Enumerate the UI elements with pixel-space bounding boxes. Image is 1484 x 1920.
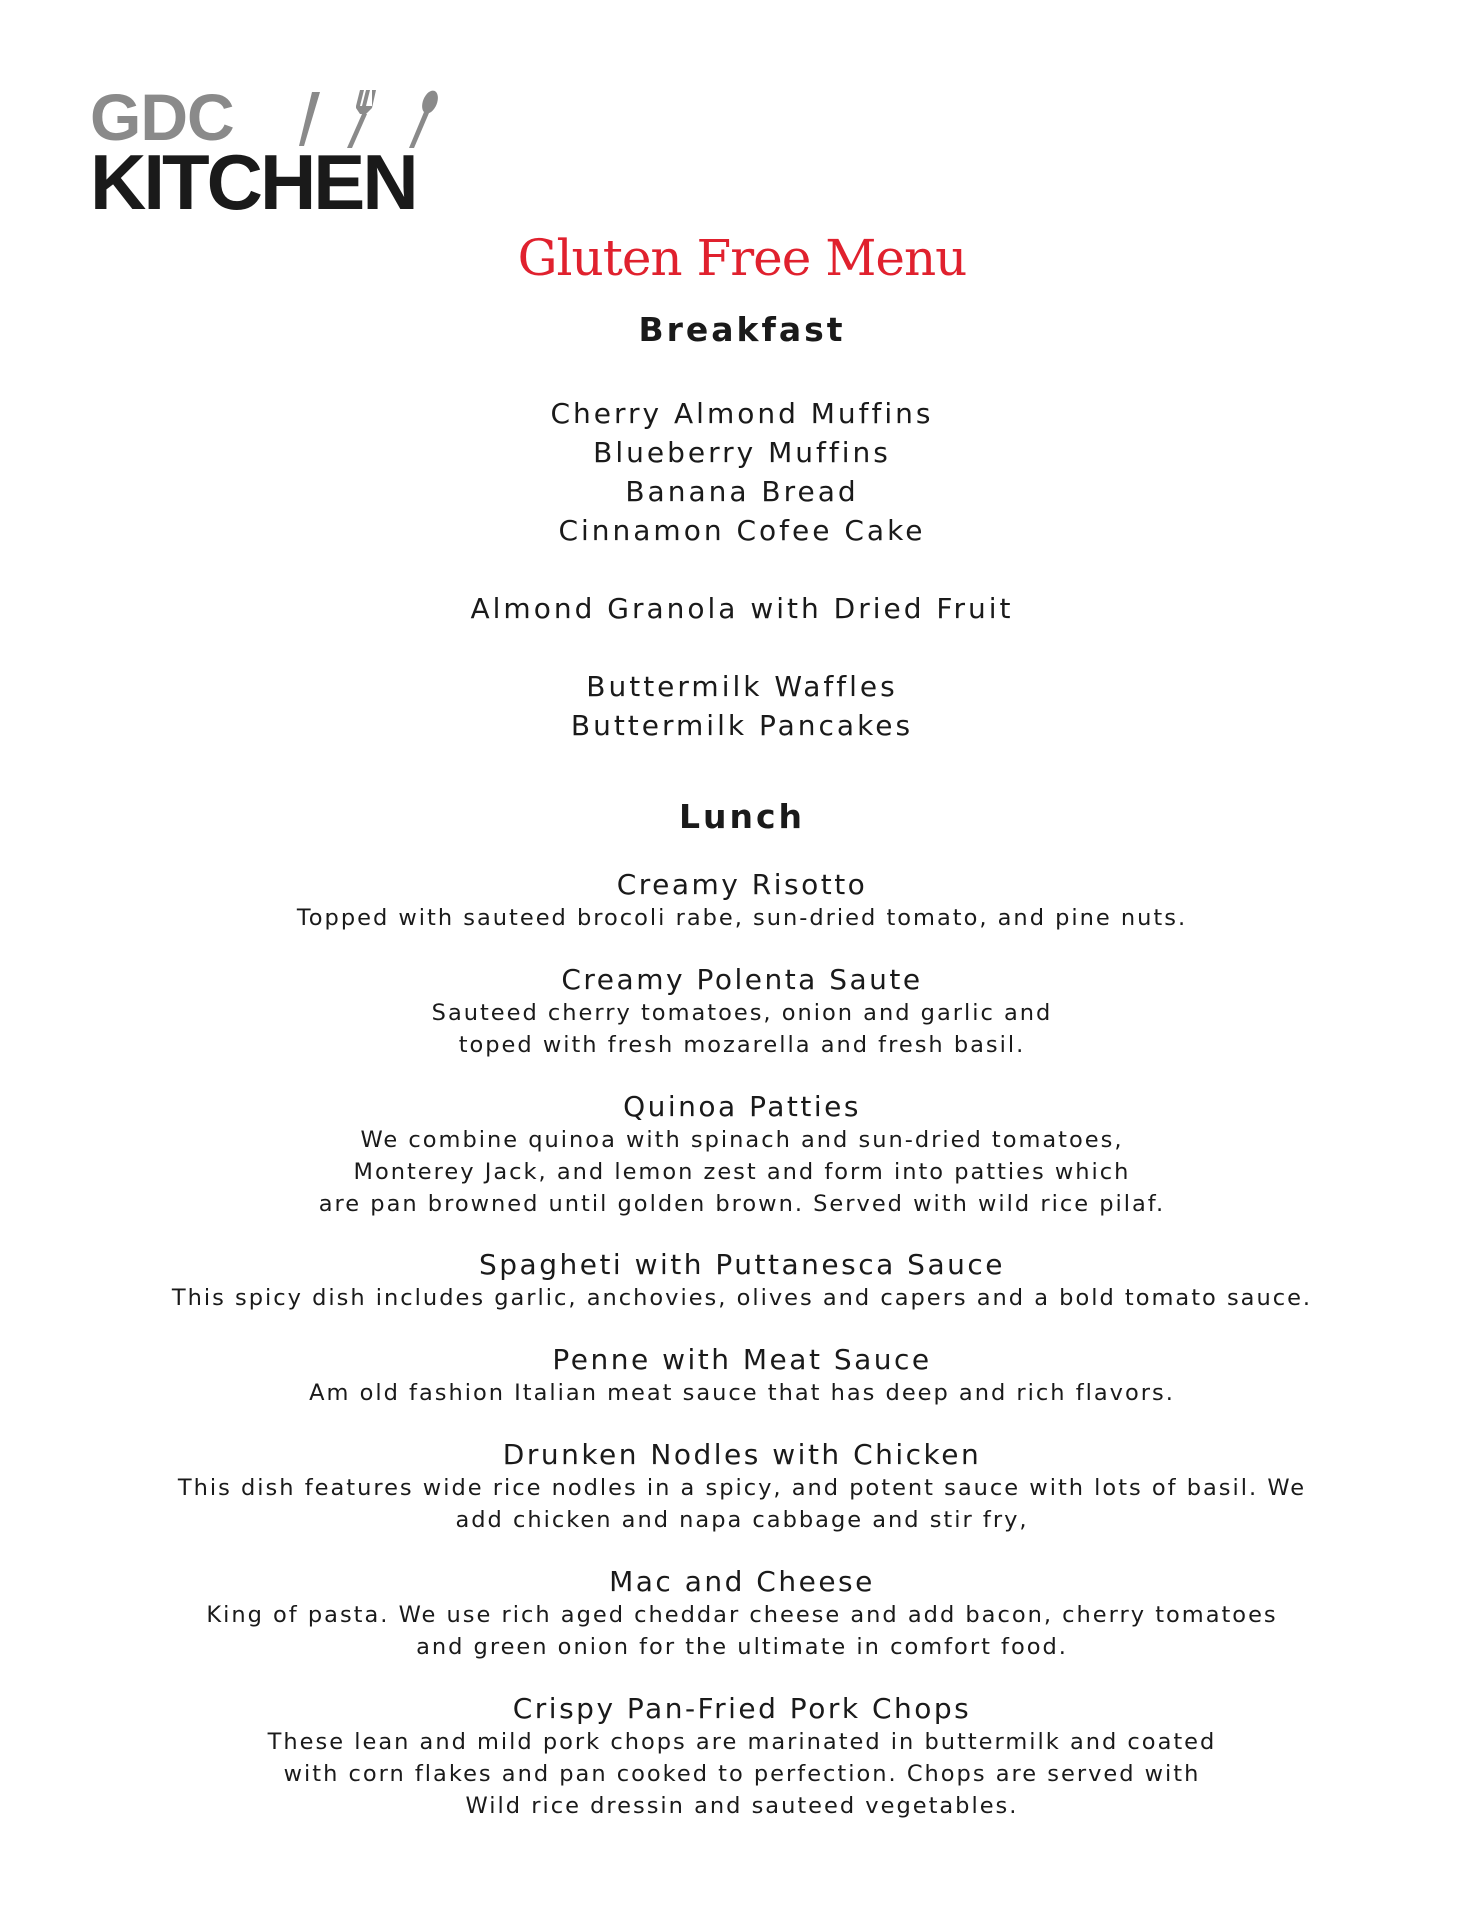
dish-description: King of pasta. We use rich aged cheddar cheese and add bacon, cherry tomatoes [206, 1602, 1278, 1628]
dish-description: Topped with sauteed brocoli rabe, sun-dried tomato, and pine nuts. [296, 905, 1188, 931]
dish-name: Creamy Polenta Saute [561, 963, 923, 996]
dish-name: Crispy Pan-Fried Pork Chops [512, 1692, 972, 1725]
dish-name: Drunken Nodles with Chicken [502, 1438, 982, 1471]
logo [90, 80, 470, 226]
dish-name: Penne with Meat Sauce [552, 1343, 932, 1376]
lunch-dish-pork-chops [0, 1692, 1484, 1822]
breakfast-heading: Breakfast [638, 310, 846, 349]
dish-description: This dish features wide rice nodles in a spicy, and potent sauce with lots of basil. We [177, 1475, 1307, 1501]
breakfast-item: Blueberry Muffins [593, 436, 891, 469]
breakfast-group-baked-goods [0, 394, 1484, 550]
dish-description: and green onion for the ultimate in comfort food. [416, 1634, 1068, 1660]
dish-name: Quinoa Patties [623, 1090, 861, 1123]
dish-description: with corn flakes and pan cooked to perfection. Chops are served with [283, 1761, 1201, 1787]
breakfast-group-granola [0, 589, 1484, 628]
lunch-dish-creamy-risotto [0, 868, 1484, 934]
dish-description: We combine quinoa with spinach and sun-dried tomatoes, [360, 1127, 1124, 1153]
lunch-dish-mac-and-cheese [0, 1565, 1484, 1663]
lunch-dish-penne-meat-sauce [0, 1343, 1484, 1409]
breakfast-item: Buttermilk Waffles [586, 670, 898, 703]
breakfast-item: Banana Bread [625, 475, 859, 508]
lunch-dish-quinoa-patties [0, 1090, 1484, 1220]
breakfast-item: Cherry Almond Muffins [550, 397, 934, 430]
dish-description: These lean and mild pork chops are marinated in buttermilk and coated [267, 1729, 1217, 1755]
logo-gdc-text: GDC [90, 80, 234, 154]
lunch-dish-spagheti-puttanesca [0, 1248, 1484, 1314]
dish-name: Mac and Cheese [609, 1565, 875, 1598]
dish-description: Monterey Jack, and lemon zest and form into patties which [353, 1159, 1131, 1185]
dish-description: This spicy dish includes garlic, anchovies, olives and capers and a bold tomato sauce. [171, 1285, 1313, 1311]
logo-kitchen-text: KITCHEN [90, 138, 416, 226]
breakfast-group-waffles [0, 667, 1484, 745]
menu-title: Gluten Free Menu [517, 229, 967, 287]
dish-description: toped with fresh mozarella and fresh basil. [458, 1032, 1026, 1058]
lunch-dish-drunken-nodles [0, 1438, 1484, 1536]
dish-description: Wild rice dressin and sauteed vegetables. [465, 1793, 1019, 1819]
breakfast-item: Cinnamon Cofee Cake [558, 514, 926, 547]
breakfast-section [0, 310, 1484, 350]
dish-name: Creamy Risotto [616, 868, 868, 901]
breakfast-item: Buttermilk Pancakes [570, 709, 914, 742]
dish-description: are pan browned until golden brown. Served with wild rice pilaf. [318, 1191, 1166, 1217]
dish-description: Am old fashion Italian meat sauce that has deep and rich flavors. [309, 1380, 1175, 1406]
dish-description: Sauteed cherry tomatoes, onion and garlic and [431, 1000, 1053, 1026]
breakfast-item: Almond Granola with Dried Fruit [470, 592, 1014, 625]
dish-name: Spagheti with Puttanesca Sauce [479, 1248, 1005, 1281]
dish-description: add chicken and napa cabbage and stir fry, [455, 1507, 1029, 1533]
lunch-section [0, 797, 1484, 837]
lunch-heading: Lunch [678, 797, 806, 836]
lunch-dish-creamy-polenta-saute [0, 963, 1484, 1061]
